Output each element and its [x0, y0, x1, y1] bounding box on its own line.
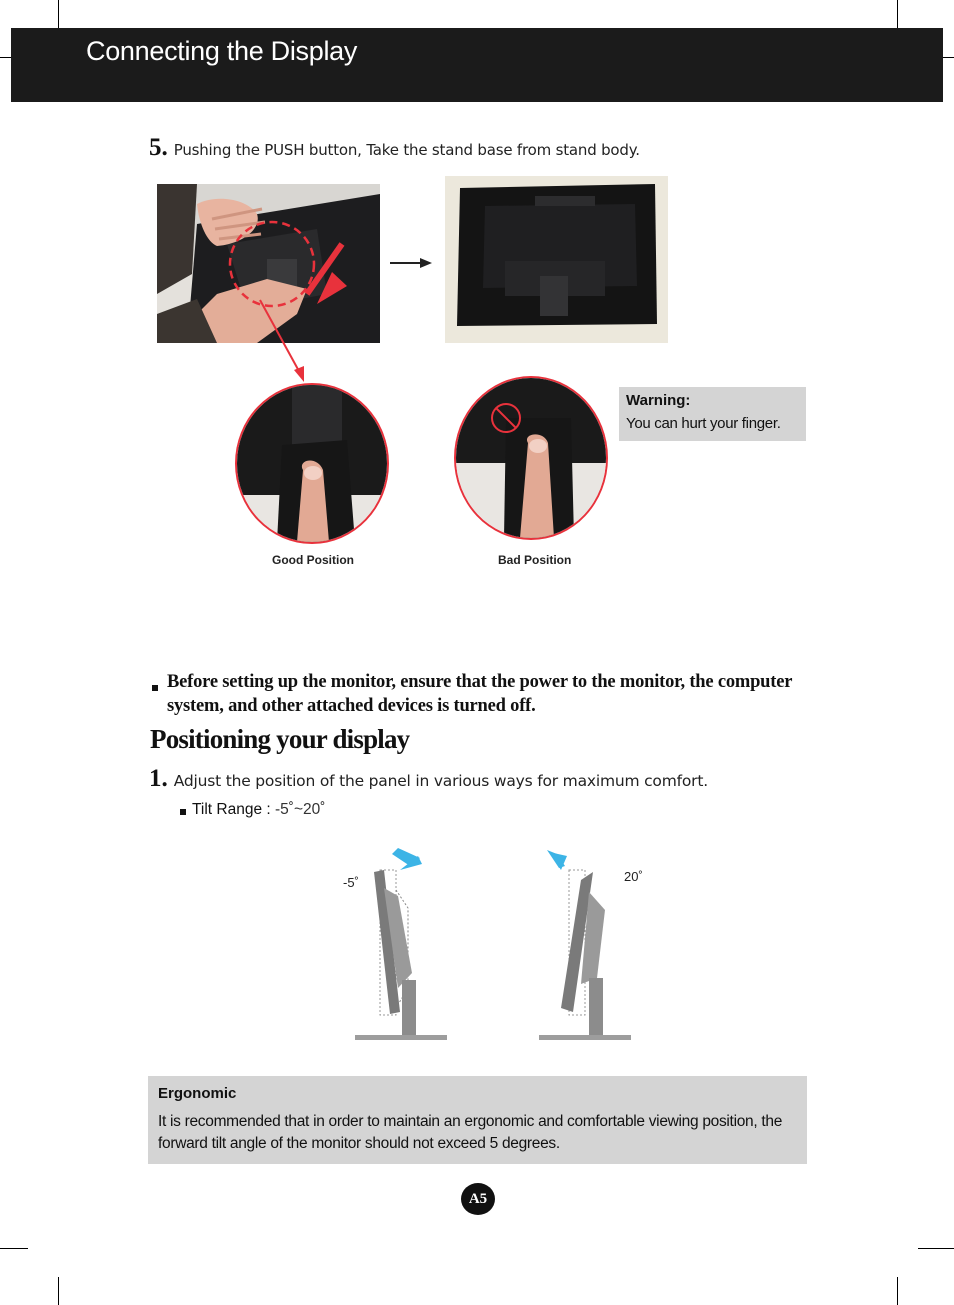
arrow-right-icon	[390, 256, 432, 270]
crop-mark	[897, 0, 898, 30]
ergonomic-box	[148, 1076, 807, 1164]
step-text: Adjust the position of the panel in various ways for maximum comfort.	[173, 772, 708, 790]
step-5	[149, 134, 640, 162]
page-number: A5	[461, 1183, 495, 1215]
step-text: Pushing the PUSH button, Take the stand base from stand body.	[173, 141, 640, 159]
warning-title: Warning:	[626, 392, 691, 409]
ergonomic-title: Ergonomic	[158, 1085, 237, 1102]
bullet-square-icon	[152, 685, 158, 691]
tilt-range-value: -5˚~20˚	[275, 801, 326, 818]
tilt-range-label: Tilt Range :	[192, 801, 275, 818]
angle-label-left: -5˚	[343, 875, 359, 890]
good-position-closeup	[235, 383, 389, 544]
tilt-backward-diagram	[535, 848, 640, 1043]
step-number: 1.	[149, 765, 168, 792]
ergonomic-text: It is recommended that in order to maintain an ergonomic and comfortable viewing position, the forward tilt angle of the monitor should not exceed 5 degrees.	[158, 1113, 783, 1152]
power-off-note-text: Before setting up the monitor, ensure that the power to the monitor, the computer system, and other attached devices is turned off.	[167, 672, 792, 716]
angle-label-right: 20˚	[624, 869, 643, 884]
callout-pointer	[258, 298, 308, 383]
power-off-note	[151, 670, 827, 718]
crop-mark	[58, 0, 59, 30]
caption-good-position: Good Position	[272, 553, 354, 567]
crop-mark	[897, 1277, 898, 1305]
crop-mark	[918, 1248, 954, 1249]
bad-position-drawing	[456, 378, 606, 538]
caption-bad-position: Bad Position	[498, 553, 572, 567]
page-title: Connecting the Display	[86, 36, 358, 66]
good-position-drawing	[237, 385, 387, 542]
photo-stand-removed-drawing	[445, 176, 668, 343]
crop-mark	[0, 1248, 28, 1249]
step-number: 5.	[149, 134, 168, 161]
section-title: Positioning your display	[150, 724, 410, 754]
tilt-forward-diagram	[350, 848, 455, 1043]
crop-mark	[58, 1277, 59, 1305]
photo-stand-removed	[445, 176, 668, 343]
bad-position-closeup	[454, 376, 608, 540]
tilt-range	[180, 801, 325, 819]
bullet-square-icon	[180, 809, 186, 815]
warning-text: You can hurt your finger.	[626, 415, 781, 432]
step-1	[149, 765, 708, 793]
warning-box	[619, 387, 806, 441]
